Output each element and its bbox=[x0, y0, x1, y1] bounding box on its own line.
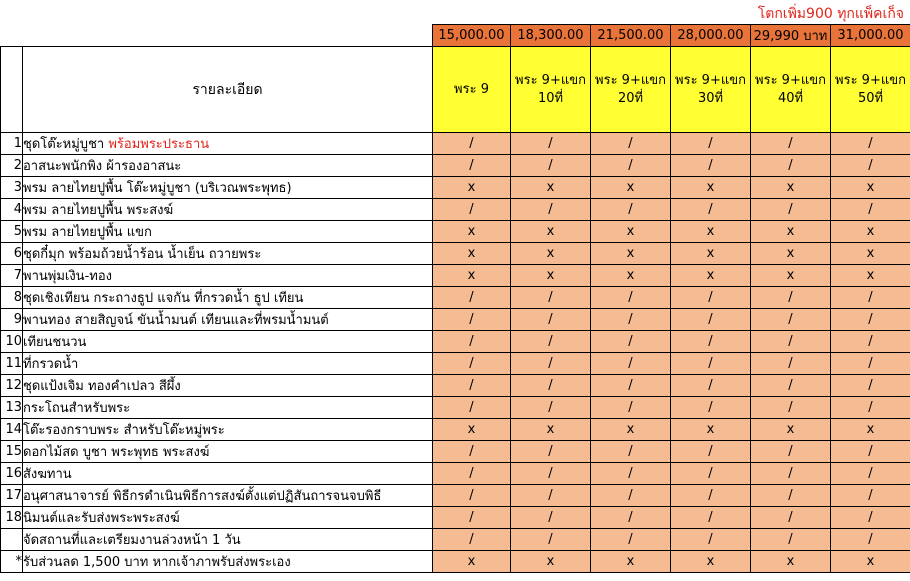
price-cell: 29,990 บาท bbox=[751, 25, 831, 47]
mark-cell: / bbox=[831, 199, 910, 221]
mark-cell: / bbox=[671, 133, 751, 155]
description-text: เทียนชนวน bbox=[23, 335, 87, 350]
mark-cell: x bbox=[831, 419, 910, 441]
row-description bbox=[23, 529, 433, 551]
mark-cell: x bbox=[671, 177, 751, 199]
mark-cell: / bbox=[831, 309, 910, 331]
mark-cell: / bbox=[831, 375, 910, 397]
description-text: นิมนต์และรับส่งพระพระสงฆ์ bbox=[23, 511, 180, 526]
mark-cell: x bbox=[511, 265, 591, 287]
row-number: 12 bbox=[1, 375, 23, 397]
description-text: พรม ลายไทยปูพื้น แขก bbox=[23, 225, 152, 240]
mark-cell: / bbox=[751, 133, 831, 155]
note-text: โตกเพิ่ม900 ทุกแพ็คเก็จ bbox=[757, 6, 904, 22]
description-text: ดอกไม้สด บูชา พระพุทธ พระสงฆ์ bbox=[23, 445, 210, 460]
package-sublabel: 30ที่ bbox=[697, 90, 724, 106]
description-text: จัดสถานที่และเตรียมงานล่วงหน้า 1 วัน bbox=[23, 533, 241, 548]
price-cell: 15,000.00 bbox=[433, 25, 511, 47]
mark-cell: / bbox=[671, 485, 751, 507]
number-header-cell bbox=[1, 47, 23, 133]
package-header bbox=[671, 47, 751, 133]
mark-cell: / bbox=[831, 287, 910, 309]
mark-cell: / bbox=[671, 397, 751, 419]
mark-cell: / bbox=[511, 397, 591, 419]
mark-cell: / bbox=[671, 507, 751, 529]
mark-cell: / bbox=[511, 199, 591, 221]
mark-cell: / bbox=[831, 155, 910, 177]
package-label: พระ 9+แขก bbox=[755, 72, 826, 88]
description-text: อาสนะพนักพิง ผ้ารองอาสนะ bbox=[23, 159, 182, 174]
price-cell: 31,000.00 bbox=[831, 25, 910, 47]
mark-cell: x bbox=[511, 243, 591, 265]
description-text: ชุดเชิงเทียน กระถางธูป แจกัน ที่กรวดน้ำ ธูป เทียน bbox=[23, 291, 304, 306]
mark-cell: / bbox=[433, 155, 511, 177]
mark-cell: / bbox=[511, 463, 591, 485]
mark-cell: / bbox=[433, 309, 511, 331]
price-cell: 18,300.00 bbox=[511, 25, 591, 47]
description-text: ชุดโต๊ะหมู่บูชา bbox=[23, 137, 109, 152]
price-cell: 21,500.00 bbox=[591, 25, 671, 47]
mark-cell: / bbox=[433, 133, 511, 155]
mark-cell: / bbox=[831, 507, 910, 529]
description-text: อนุศาสนาจารย์ พิธีกรดำเนินพิธีการสงฆ์ตั้งแต่ปฏิสันถารจนจบพิธี bbox=[23, 489, 382, 504]
mark-cell: / bbox=[591, 507, 671, 529]
mark-cell: / bbox=[591, 353, 671, 375]
row-description bbox=[23, 199, 433, 221]
mark-cell: x bbox=[433, 243, 511, 265]
row-number: 2 bbox=[1, 155, 23, 177]
package-header bbox=[751, 47, 831, 133]
mark-cell: / bbox=[511, 507, 591, 529]
row-description bbox=[23, 419, 433, 441]
price-row bbox=[1, 25, 910, 47]
description-text: สังฆทาน bbox=[23, 467, 72, 482]
mark-cell: / bbox=[591, 463, 671, 485]
mark-cell: / bbox=[831, 529, 910, 551]
row-number: 18 bbox=[1, 507, 23, 529]
mark-cell: / bbox=[433, 529, 511, 551]
row-description bbox=[23, 441, 433, 463]
package-sublabel: 10ที่ bbox=[537, 90, 564, 106]
package-sublabel: 50ที่ bbox=[857, 90, 884, 106]
description-header: รายละเอียด bbox=[23, 47, 433, 133]
mark-cell: / bbox=[671, 199, 751, 221]
blank-cell bbox=[23, 25, 433, 47]
table-row bbox=[1, 177, 910, 199]
mark-cell: / bbox=[591, 529, 671, 551]
mark-cell: x bbox=[433, 177, 511, 199]
row-number: 5 bbox=[1, 221, 23, 243]
mark-cell: / bbox=[751, 331, 831, 353]
mark-cell: x bbox=[751, 221, 831, 243]
mark-cell: x bbox=[671, 243, 751, 265]
row-description bbox=[23, 309, 433, 331]
row-number: 16 bbox=[1, 463, 23, 485]
mark-cell: / bbox=[671, 287, 751, 309]
mark-cell: / bbox=[511, 287, 591, 309]
mark-cell: / bbox=[671, 309, 751, 331]
row-description bbox=[23, 133, 433, 155]
package-header bbox=[433, 47, 511, 133]
mark-cell: x bbox=[671, 551, 751, 573]
row-number: 4 bbox=[1, 199, 23, 221]
table-row bbox=[1, 265, 910, 287]
table-row bbox=[1, 441, 910, 463]
description-text: พานพุ่มเงิน-ทอง bbox=[23, 269, 112, 284]
mark-cell: / bbox=[433, 287, 511, 309]
row-number: * bbox=[1, 551, 23, 573]
mark-cell: x bbox=[831, 221, 910, 243]
row-number: 1 bbox=[1, 133, 23, 155]
mark-cell: / bbox=[671, 441, 751, 463]
package-label: พระ 9 bbox=[454, 81, 489, 97]
package-label: พระ 9+แขก bbox=[595, 72, 666, 88]
mark-cell: / bbox=[591, 309, 671, 331]
row-number bbox=[1, 529, 23, 551]
package-label: พระ 9+แขก bbox=[675, 72, 746, 88]
description-text: พานทอง สายสิญจน์ ขันน้ำมนต์ เทียนและที่พรมน้ำมนต์ bbox=[23, 313, 329, 328]
mark-cell: / bbox=[591, 155, 671, 177]
mark-cell: / bbox=[433, 507, 511, 529]
mark-cell: x bbox=[751, 551, 831, 573]
mark-cell: / bbox=[751, 441, 831, 463]
mark-cell: x bbox=[591, 243, 671, 265]
table-row bbox=[1, 463, 910, 485]
row-number: 15 bbox=[1, 441, 23, 463]
mark-cell: / bbox=[751, 155, 831, 177]
description-text: กระโถนสำหรับพระ bbox=[23, 401, 131, 416]
mark-cell: x bbox=[591, 177, 671, 199]
package-label: พระ 9+แขก bbox=[835, 72, 906, 88]
table-row bbox=[1, 133, 910, 155]
mark-cell: / bbox=[433, 375, 511, 397]
row-description bbox=[23, 287, 433, 309]
row-description bbox=[23, 507, 433, 529]
mark-cell: / bbox=[751, 507, 831, 529]
mark-cell: / bbox=[591, 199, 671, 221]
mark-cell: / bbox=[831, 441, 910, 463]
mark-cell: / bbox=[591, 287, 671, 309]
blank-cell bbox=[1, 25, 23, 47]
table-row bbox=[1, 199, 910, 221]
row-number: 9 bbox=[1, 309, 23, 331]
table-row bbox=[1, 397, 910, 419]
row-description bbox=[23, 243, 433, 265]
description-text: พรม ลายไทยปูพื้น โต๊ะหมู่บูชา (บริเวณพระพุทธ) bbox=[23, 181, 292, 196]
mark-cell: / bbox=[831, 133, 910, 155]
mark-cell: x bbox=[671, 265, 751, 287]
package-header bbox=[591, 47, 671, 133]
mark-cell: / bbox=[433, 397, 511, 419]
mark-cell: x bbox=[433, 265, 511, 287]
mark-cell: x bbox=[831, 177, 910, 199]
row-number: 10 bbox=[1, 331, 23, 353]
table-row bbox=[1, 221, 910, 243]
mark-cell: / bbox=[433, 485, 511, 507]
mark-cell: / bbox=[511, 485, 591, 507]
row-number: 14 bbox=[1, 419, 23, 441]
table-row bbox=[1, 419, 910, 441]
mark-cell: x bbox=[511, 177, 591, 199]
description-text: ชุดแป้งเจิม ทองคำเปลว สีผึ้ง bbox=[23, 379, 181, 394]
row-description bbox=[23, 353, 433, 375]
mark-cell: / bbox=[751, 353, 831, 375]
table-row bbox=[1, 485, 910, 507]
mark-cell: / bbox=[511, 441, 591, 463]
mark-cell: / bbox=[671, 463, 751, 485]
mark-cell: x bbox=[511, 419, 591, 441]
mark-cell: / bbox=[671, 331, 751, 353]
mark-cell: / bbox=[831, 485, 910, 507]
mark-cell: x bbox=[831, 265, 910, 287]
mark-cell: x bbox=[751, 419, 831, 441]
mark-cell: / bbox=[671, 155, 751, 177]
mark-cell: / bbox=[591, 375, 671, 397]
mark-cell: / bbox=[433, 463, 511, 485]
header-row bbox=[1, 47, 910, 133]
row-number: 8 bbox=[1, 287, 23, 309]
row-number: 3 bbox=[1, 177, 23, 199]
mark-cell: / bbox=[511, 375, 591, 397]
row-description bbox=[23, 375, 433, 397]
mark-cell: / bbox=[511, 529, 591, 551]
mark-cell: / bbox=[751, 199, 831, 221]
mark-cell: x bbox=[831, 551, 910, 573]
description-text: พรม ลายไทยปูพื้น พระสงฆ์ bbox=[23, 203, 174, 218]
row-description bbox=[23, 397, 433, 419]
row-number: 17 bbox=[1, 485, 23, 507]
row-description bbox=[23, 155, 433, 177]
table-row bbox=[1, 243, 910, 265]
description-text: รับส่วนลด 1,500 บาท หากเจ้าภาพรับส่งพระเอง bbox=[23, 555, 291, 570]
mark-cell: / bbox=[831, 353, 910, 375]
row-description bbox=[23, 485, 433, 507]
mark-cell: x bbox=[591, 221, 671, 243]
row-description bbox=[23, 551, 433, 573]
mark-cell: / bbox=[591, 441, 671, 463]
mark-cell: / bbox=[433, 441, 511, 463]
row-description bbox=[23, 221, 433, 243]
row-number: 7 bbox=[1, 265, 23, 287]
table-row bbox=[1, 375, 910, 397]
mark-cell: / bbox=[671, 353, 751, 375]
package-label: พระ 9+แขก bbox=[515, 72, 586, 88]
mark-cell: / bbox=[511, 133, 591, 155]
mark-cell: x bbox=[751, 243, 831, 265]
mark-cell: x bbox=[433, 551, 511, 573]
mark-cell: / bbox=[751, 287, 831, 309]
mark-cell: / bbox=[831, 331, 910, 353]
mark-cell: x bbox=[433, 419, 511, 441]
row-description bbox=[23, 265, 433, 287]
table-row bbox=[1, 507, 910, 529]
mark-cell: / bbox=[591, 133, 671, 155]
description-text: ชุดกี๋มุก พร้อมถ้วยน้ำร้อน น้ำเย็น ถวายพระ bbox=[23, 247, 262, 262]
mark-cell: / bbox=[591, 397, 671, 419]
mark-cell: / bbox=[671, 375, 751, 397]
row-number: 13 bbox=[1, 397, 23, 419]
price-cell: 28,000.00 bbox=[671, 25, 751, 47]
table-row bbox=[1, 551, 910, 573]
mark-cell: / bbox=[831, 463, 910, 485]
mark-cell: / bbox=[751, 375, 831, 397]
table-row bbox=[1, 287, 910, 309]
row-number: 6 bbox=[1, 243, 23, 265]
mark-cell: / bbox=[751, 485, 831, 507]
mark-cell: x bbox=[591, 419, 671, 441]
mark-cell: / bbox=[511, 353, 591, 375]
mark-cell: x bbox=[751, 177, 831, 199]
mark-cell: x bbox=[511, 551, 591, 573]
mark-cell: / bbox=[511, 331, 591, 353]
table-row bbox=[1, 353, 910, 375]
description-text: ที่กรวดน้ำ bbox=[23, 357, 79, 372]
mark-cell: x bbox=[433, 221, 511, 243]
mark-cell: / bbox=[591, 485, 671, 507]
mark-cell: / bbox=[751, 529, 831, 551]
description-text: โต๊ะรองกราบพระ สำหรับโต๊ะหมู่พระ bbox=[23, 423, 225, 438]
table-row bbox=[1, 529, 910, 551]
mark-cell: x bbox=[591, 551, 671, 573]
mark-cell: / bbox=[751, 397, 831, 419]
row-description bbox=[23, 463, 433, 485]
table-row bbox=[1, 331, 910, 353]
row-number: 11 bbox=[1, 353, 23, 375]
package-table bbox=[0, 24, 910, 573]
package-header bbox=[511, 47, 591, 133]
table-row bbox=[1, 155, 910, 177]
mark-cell: x bbox=[671, 419, 751, 441]
row-description bbox=[23, 331, 433, 353]
package-sublabel: 20ที่ bbox=[617, 90, 644, 106]
mark-cell: / bbox=[831, 397, 910, 419]
description-highlight: พร้อมพระประธาน bbox=[108, 137, 210, 152]
package-sublabel: 40ที่ bbox=[777, 90, 804, 106]
mark-cell: / bbox=[433, 331, 511, 353]
mark-cell: x bbox=[831, 243, 910, 265]
mark-cell: / bbox=[511, 155, 591, 177]
mark-cell: / bbox=[433, 353, 511, 375]
mark-cell: / bbox=[751, 463, 831, 485]
mark-cell: x bbox=[511, 221, 591, 243]
mark-cell: / bbox=[591, 331, 671, 353]
mark-cell: / bbox=[751, 309, 831, 331]
package-header bbox=[831, 47, 910, 133]
mark-cell: / bbox=[671, 529, 751, 551]
mark-cell: / bbox=[433, 199, 511, 221]
row-description bbox=[23, 177, 433, 199]
table-row bbox=[1, 309, 910, 331]
mark-cell: x bbox=[671, 221, 751, 243]
mark-cell: x bbox=[591, 265, 671, 287]
mark-cell: x bbox=[751, 265, 831, 287]
mark-cell: / bbox=[511, 309, 591, 331]
